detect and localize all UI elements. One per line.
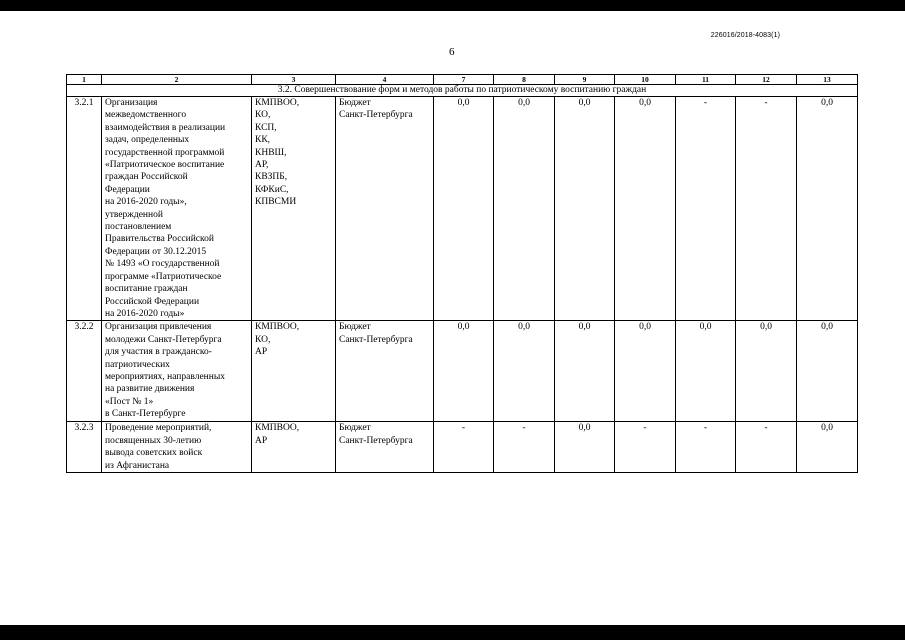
measure-name: Организация межведомственного взаимодействия в реализации задач, определенных государственной программой «Патриотическое воспитание граждан Российской Федерации на 2016-2020 годы», утвержденной постановлением Правительства Российской Федерации от 30.12.2015 № 1493 «О государственной программе «Патриотическое воспитание граждан Российской Федерации на 2016-2020 годы» [102, 97, 252, 321]
value-col-12: - [736, 97, 797, 321]
column-header: 13 [797, 75, 858, 85]
value-col-11: 0,0 [676, 321, 736, 422]
row-number: 3.2.3 [67, 422, 102, 473]
value-col-10: 0,0 [615, 97, 676, 321]
executors: КМПВОО, КО, АР [252, 321, 336, 422]
value-col-7: 0,0 [434, 97, 494, 321]
value-col-10: 0,0 [615, 321, 676, 422]
value-col-11: - [676, 97, 736, 321]
row-number: 3.2.1 [67, 97, 102, 321]
section-row [67, 85, 858, 97]
column-header: 9 [555, 75, 615, 85]
table-row [67, 321, 858, 422]
value-col-13: 0,0 [797, 321, 858, 422]
scan-top-border [0, 0, 905, 11]
executors: КМПВОО, КО, КСП, КК, КНВШ, АР, КВЗПБ, КФКиС, КПВСМИ [252, 97, 336, 321]
measure-name: Организация привлечения молодежи Санкт-Петербурга для участия в гражданско- патриотических мероприятиях, направленных на развитие движения «Пост № 1» в Санкт-Петербурге [102, 321, 252, 422]
table-row [67, 422, 858, 473]
column-header: 1 [67, 75, 102, 85]
value-col-8: 0,0 [494, 321, 555, 422]
value-col-13: 0,0 [797, 422, 858, 473]
row-number: 3.2.2 [67, 321, 102, 422]
column-header: 2 [102, 75, 252, 85]
value-col-9: 0,0 [555, 321, 615, 422]
header-row [67, 75, 858, 85]
funding-source: Бюджет Санкт-Петербурга [336, 97, 434, 321]
document-id: 226016/2018-4083(1) [710, 32, 780, 39]
value-col-10: - [615, 422, 676, 473]
column-header: 8 [494, 75, 555, 85]
column-header: 10 [615, 75, 676, 85]
funding-source: Бюджет Санкт-Петербурга [336, 422, 434, 473]
value-col-9: 0,0 [555, 97, 615, 321]
scan-bottom-border [0, 625, 905, 640]
executors: КМПВОО, АР [252, 422, 336, 473]
value-col-7: - [434, 422, 494, 473]
value-col-8: 0,0 [494, 97, 555, 321]
measure-name: Проведение мероприятий, посвященных 30-летию вывода советских войск из Афганистана [102, 422, 252, 473]
column-header: 4 [336, 75, 434, 85]
value-col-9: 0,0 [555, 422, 615, 473]
value-col-12: - [736, 422, 797, 473]
value-col-12: 0,0 [736, 321, 797, 422]
column-header: 11 [676, 75, 736, 85]
funding-source: Бюджет Санкт-Петербурга [336, 321, 434, 422]
column-header: 7 [434, 75, 494, 85]
section-title: 3.2. Совершенствование форм и методов работы по патриотическому воспитанию граждан [67, 85, 858, 97]
table-row [67, 97, 858, 321]
value-col-11: - [676, 422, 736, 473]
page-number: 6 [449, 46, 455, 58]
column-header: 3 [252, 75, 336, 85]
column-header: 12 [736, 75, 797, 85]
value-col-8: - [494, 422, 555, 473]
value-col-7: 0,0 [434, 321, 494, 422]
value-col-13: 0,0 [797, 97, 858, 321]
program-measures-table [66, 74, 858, 473]
